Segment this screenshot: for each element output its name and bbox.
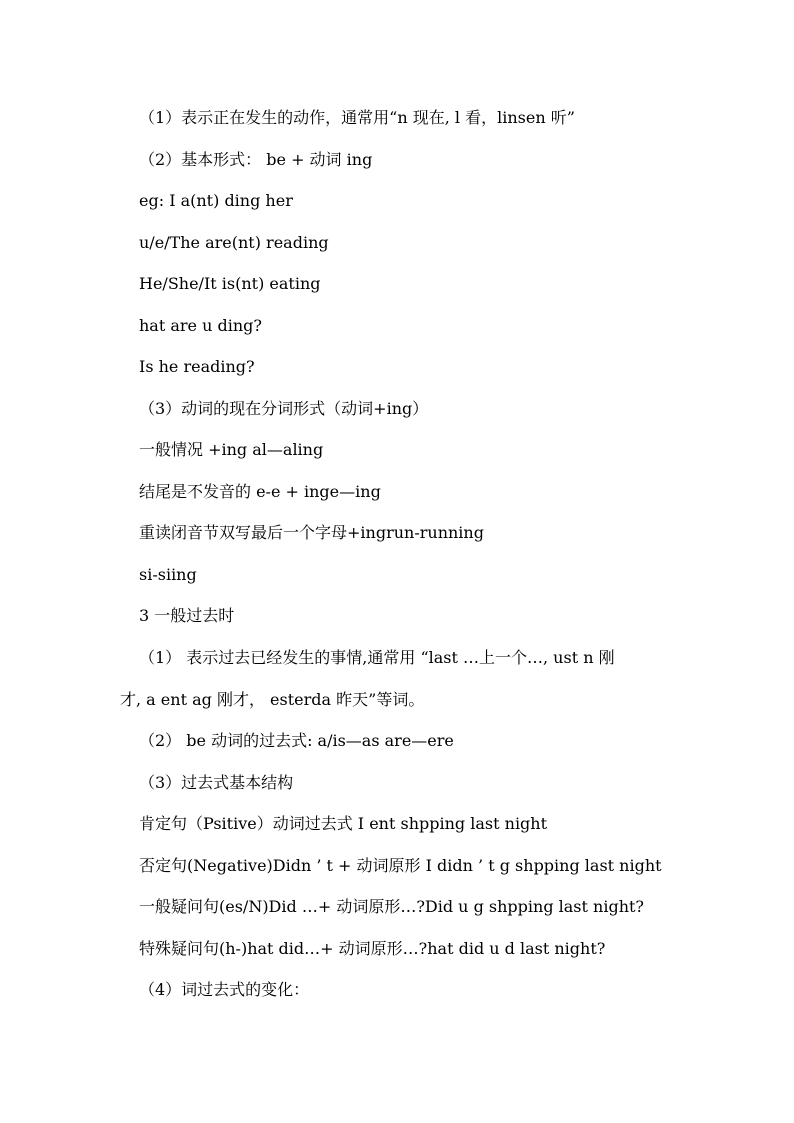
section-heading-simple-past: 3 一般过去时: [139, 606, 235, 625]
rule-line: 一般情况 +ing al—aling: [139, 440, 324, 459]
example-line: Is he reading?: [139, 357, 255, 376]
paragraph-past-form-changes: （4）词过去式的变化：: [139, 980, 310, 999]
example-line: hat are u ding?: [139, 316, 262, 335]
paragraph-past-structure-heading: （3）过去式基本结构: [139, 773, 294, 792]
structure-general-question: 一般疑问句(es/N)Did …+ 动词原形…?Did u g shpping last night?: [139, 897, 645, 916]
structure-special-question: 特殊疑问句(h-)hat did…+ 动词原形…?hat did u d last night?: [139, 939, 606, 958]
example-line: eg: I a(nt) ding her: [139, 191, 293, 210]
paragraph-present-continuous-usage: （1）表示正在发生的动作，通常用“n 现在, l 看，linsen 听”: [139, 108, 575, 127]
structure-positive: 肯定句（Psitive）动词过去式 I ent shpping last night: [139, 814, 548, 833]
rule-line: 重读闭音节双写最后一个字母+ingrun-running: [139, 523, 484, 542]
paragraph-simple-past-usage-continued: 才, a ent ag 刚才， esterda 昨天”等词。: [120, 690, 425, 709]
rule-line: 结尾是不发音的 e-e + inge—ing: [139, 482, 381, 501]
paragraph-present-participle-heading: （3）动词的现在分词形式（动词+ing）: [139, 399, 429, 418]
paragraph-simple-past-usage: （1） 表示过去已经发生的事情,通常用 “last …上一个…, ust n 刚: [139, 648, 615, 667]
example-line: u/e/The are(nt) reading: [139, 233, 329, 252]
paragraph-be-past-form: （2） be 动词的过去式: a/is—as are—ere: [139, 731, 454, 750]
rule-line: si-siing: [139, 565, 197, 584]
example-line: He/She/It is(nt) eating: [139, 274, 321, 293]
paragraph-basic-form: （2）基本形式： be + 动词 ing: [139, 150, 373, 169]
structure-negative: 否定句(Negative)Didn ’ t + 动词原形 I didn ’ t g shpping last night: [139, 856, 662, 875]
